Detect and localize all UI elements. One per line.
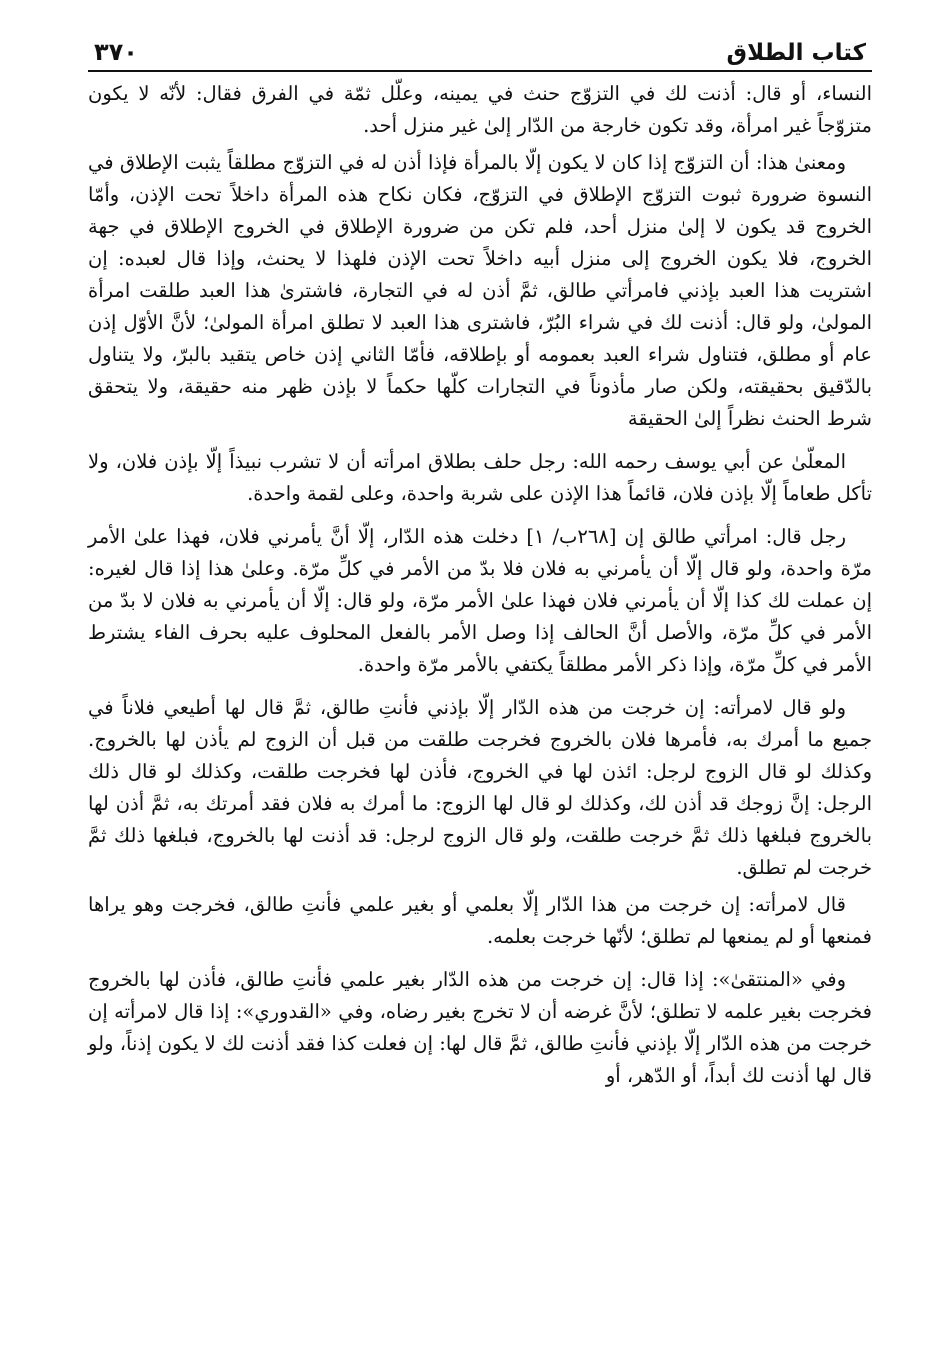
page-number: ٣٧٠ <box>94 38 138 66</box>
chapter-title: كتاب الطلاق <box>726 40 866 66</box>
book-page <box>88 28 872 1338</box>
paragraph-7: وفي «المنتقىٰ»: إذا قال: إن خرجت من هذه الدّار بغير علمي فأنتِ طالق، فأذن لها بالخروج فخرجت بغير علمه لا تطلق؛ لأنَّ غرضه أن لا تخرج بغير رضاه، وفي «القدوري»: إذا قال لامرأته إن خرجت من هذه الدّار إلّا بإذني فأنتِ طالق، ثمَّ قال لها: إن فعلت كذا فقد أذنت لك لا يكون إذناً، ولو قال لها أذنت لك أبداً، أو الدّهر، أو <box>88 968 872 1087</box>
paragraph-3: المعلّىٰ عن أبي يوسف رحمه الله: رجل حلف بطلاق امرأته أن لا تشرب نبيذاً إلّا بإذن فلان، ولا تأكل طعاماً إلّا بإذن فلان، قائماً هذا الإذن على شربة واحدة، وعلى لقمة واحدة. <box>88 450 872 505</box>
paragraph-1: النساء، أو قال: أذنت لك في التزوّج حنث في يمينه، وعلّل ثمّة في الفرق فقال: لأنّه لا يكون متزوّجاً غير امرأة، وقد تكون خارجة من الدّار إلىٰ غير منزل أحد. <box>88 82 872 137</box>
paragraph-6: قال لامرأته: إن خرجت من هذا الدّار إلّا بعلمي أو بغير علمي فأنتِ طالق، فخرجت وهو يراها فمنعها أو لم يمنعها لم تطلق؛ لأنّها خرجت بعلمه. <box>88 893 872 948</box>
paragraph-2: ومعنىٰ هذا: أن التزوّج إذا كان لا يكون إلّا بالمرأة فإذا أذن له في التزوّج مطلقاً يثبت الإطلاق في النسوة ضرورة ثبوت التزوّج الإطلاق في التزوّج، فكان نكاح هذه المرأة داخلاً تحت الإذن، وأمّا الخروج قد يكون لا إلىٰ منزل أحد، فلم تكن من ضرورة الإطلاق في الخروج الإطلاق في جهة الخروج، فلا يكون الخروج إلى منزل أبيه داخلاً تحت الإذن فلهذا لا يحنث، وإذا قال لعبده: إن اشتريت هذا العبد بإذني فامرأتي طالق، ثمَّ أذن له في التجارة، فاشترىٰ هذا العبد طلقت امرأة المولىٰ، ولو قال: أذنت لك في شراء البُرّ، فاشترى هذا العبد لا تطلق امرأة المولىٰ؛ لأنَّ الأوّل إذن عام أو مطلق، فتناول شراء العبد بعمومه أو بإطلاقه، فأمّا الثاني إذن خاص يتقيد بالبرّ، ولا يتناول بالدّقيق بحقيقته، ولكن صار مأذوناً في التجارات كلّها حكماً لا بإذن ظهر منه حقيقة، ولا يتحقق شرط الحنث نظراً إلىٰ الحقيقة <box>88 151 872 430</box>
page-body <box>88 78 872 1092</box>
page-header <box>88 28 872 72</box>
paragraph-5: ولو قال لامرأته: إن خرجت من هذه الدّار إلّا بإذني فأنتِ طالق، ثمَّ قال لها أطيعي فلاناً في جميع ما أمرك به، فأمرها فلان بالخروج فخرجت طلقت من قبل أن الزوج لم يأذن لها بالخروج. وكذلك لو قال الزوج لرجل: ائذن لها في الخروج، فأذن لها فخرجت طلقت، وكذلك لو قال ذلك الرجل: إنَّ زوجك قد أذن لك، وكذلك لو قال لها الزوج: ما أمرك به فلان فقد أمرتك به، ثمَّ أذن لها بالخروج فبلغها ذلك ثمَّ خرجت طلقت، ولو قال الزوج لرجل: قد أذنت لها بالخروج، فبلغها ذلك ثمَّ خرجت لم تطلق. <box>88 696 872 879</box>
paragraph-4: رجل قال: امرأتي طالق إن [٢٦٨ب/ ١] دخلت هذه الدّار، إلّا أنَّ يأمرني فلان، فهذا علىٰ الأمر مرّة واحدة، ولو قال إلّا أن يأمرني به فلان فلا بدّ من الأمر في كلِّ مرّة. وعلىٰ هذا إذا قال لغيره: إن عملت لك كذا إلّا أن يأمرني فلان فهذا علىٰ الأمر مرّة، ولو قال: إلّا أن يأمرني به فلان لا بدّ من الأمر في كلِّ مرّة، والأصل أنَّ الحالف إذا وصل الأمر بالفعل المحلوف عليه بحرف الفاء يشترط الأمر في كلِّ مرّة، وإذا ذكر الأمر مطلقاً يكتفي بالأمر مرّة واحدة. <box>88 525 872 676</box>
